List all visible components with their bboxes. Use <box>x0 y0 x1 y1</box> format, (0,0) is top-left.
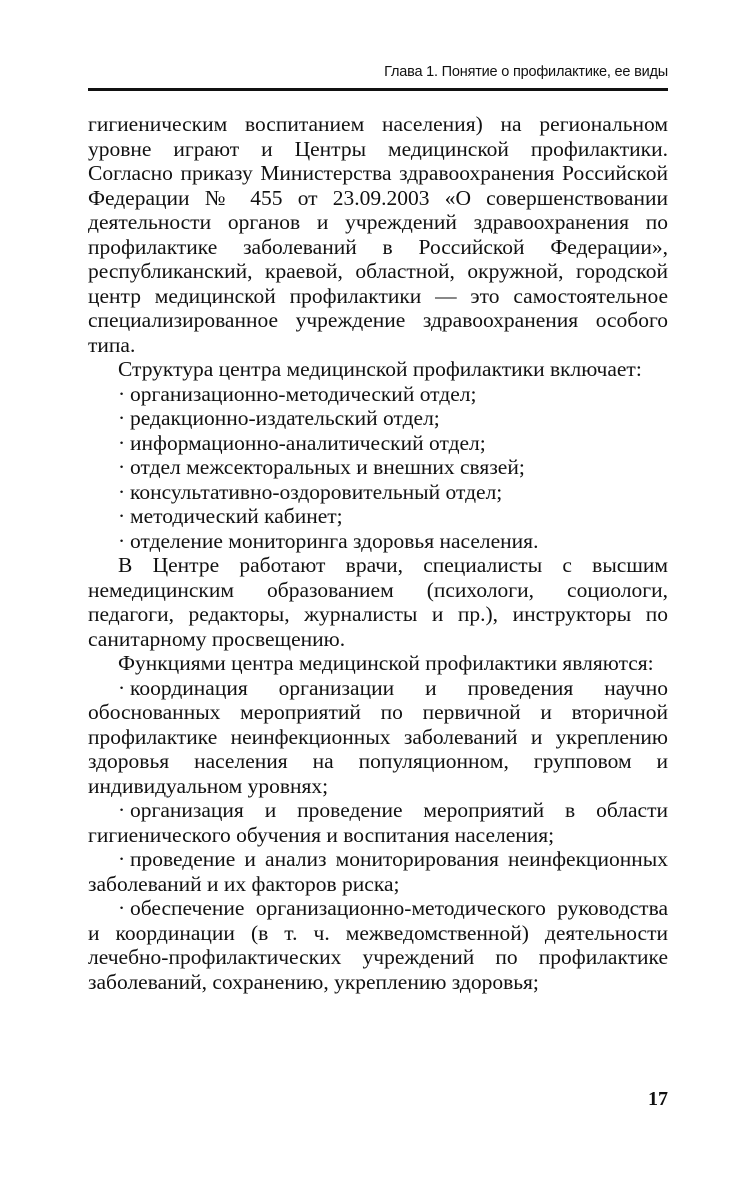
list-item-text: информационно-аналитический отдел; <box>130 430 486 455</box>
bullet-icon: · <box>118 675 126 700</box>
bullet-icon: · <box>118 455 126 479</box>
bullet-icon: · <box>118 479 126 504</box>
bullet-icon: · <box>118 381 126 406</box>
structure-list <box>88 382 668 554</box>
page-body <box>88 112 668 994</box>
list-item <box>88 455 668 480</box>
bullet-icon: · <box>118 798 126 822</box>
bullet-icon: · <box>118 847 126 871</box>
structure-lead-paragraph: Структура центра медицинской профилактики включает: <box>118 357 642 381</box>
list-item <box>88 382 668 407</box>
page-number: 17 <box>648 1088 668 1110</box>
list-item <box>88 676 668 799</box>
list-item <box>88 798 668 847</box>
list-item <box>88 406 668 431</box>
intro-paragraph: гигиеническим воспитанием населения) на региональном уровне играют и Центры медицинской профилактики. Согласно приказу Министерства здравоохранения Российской Федерации № 455 от 23.09.2003 «О совершенствовании деятельности органов и учреждений здравоохранения по профилактике заболеваний в Российской Федерации», республиканский, краевой, областной, окружной, городской центр медицинской профилактики — это самостоятельное специализированное учреждение здравоохранения особого типа. <box>88 112 668 357</box>
list-item <box>88 431 668 456</box>
running-head: Глава 1. Понятие о профилактике, ее виды <box>384 64 668 80</box>
list-item <box>88 529 668 554</box>
header-rule <box>88 88 668 91</box>
list-item-text: отдел межсекторальных и внешних связей; <box>130 455 525 479</box>
bullet-icon: · <box>118 896 126 920</box>
list-item-text: методический кабинет; <box>130 504 343 528</box>
list-item-text: обеспечение организационно-методического руководства и координации (в т. ч. межведомственной) деятельности лечебно-профилактических учреждений по профилактике заболеваний, сохранению, укреплению здоровья; <box>88 896 668 994</box>
staff-paragraph: В Центре работают врачи, специалисты с высшим немедицинским образованием (психологи, социологи, педагоги, редакторы, журналисты и пр.), инструкторы по санитарному просвещению. <box>88 553 668 651</box>
list-item-text: организационно-методический отдел; <box>130 381 477 406</box>
list-item <box>88 896 668 994</box>
list-item <box>88 480 668 505</box>
bullet-icon: · <box>118 504 126 528</box>
functions-lead-paragraph: Функциями центра медицинской профилактики являются: <box>118 651 654 675</box>
bullet-icon: · <box>118 430 126 455</box>
list-item-text: консультативно-оздоровительный отдел; <box>130 479 503 504</box>
list-item <box>88 504 668 529</box>
list-item-text: редакционно-издательский отдел; <box>130 406 440 430</box>
list-item-text: организация и проведение мероприятий в области гигиенического обучения и воспитания населения; <box>88 798 668 847</box>
list-item-text: проведение и анализ мониторирования неинфекционных заболеваний и их факторов риска; <box>88 847 668 896</box>
list-item <box>88 847 668 896</box>
bullet-icon: · <box>118 528 126 553</box>
functions-list <box>88 676 668 995</box>
list-item-text: отделение мониторинга здоровья населения. <box>130 528 539 553</box>
list-item-text: координация организации и проведения научно обоснованных мероприятий по первичной и вторичной профилактике неинфекционных заболеваний и укреплению здоровья населения на популяционном, групповом и индивидуальном уровнях; <box>88 675 668 798</box>
bullet-icon: · <box>118 406 126 430</box>
